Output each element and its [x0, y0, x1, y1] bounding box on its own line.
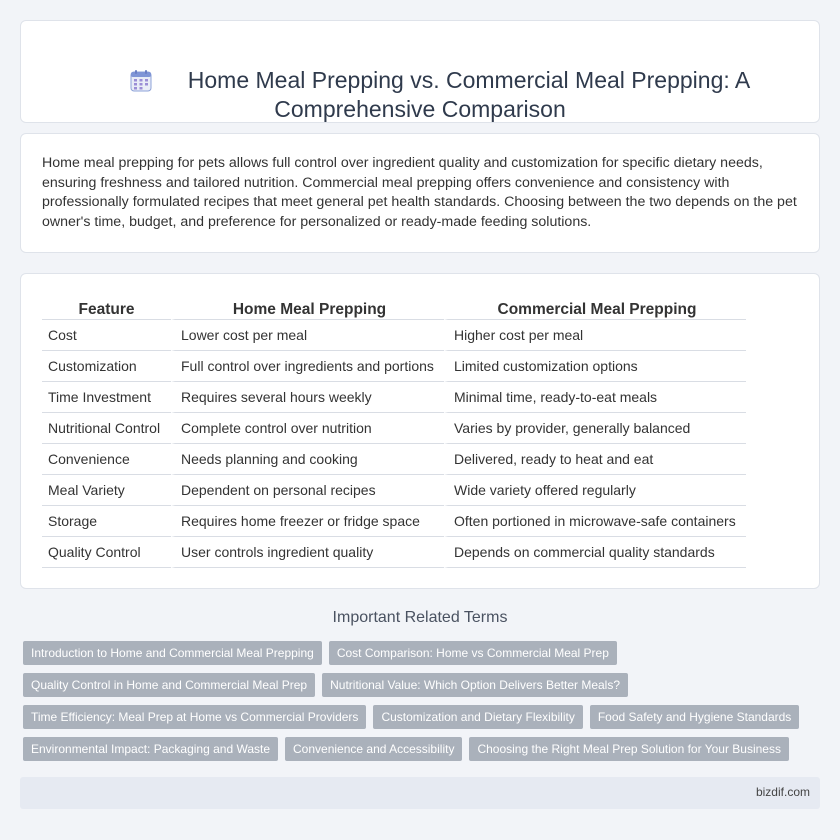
cell-home: Lower cost per meal — [171, 320, 444, 351]
cell-commercial: Wide variety offered regularly — [444, 475, 746, 506]
comparison-table — [42, 296, 746, 568]
related-term-tag[interactable]: Food Safety and Hygiene Standards — [590, 705, 799, 729]
cell-home: User controls ingredient quality — [171, 537, 444, 568]
cell-home: Requires home freezer or fridge space — [171, 506, 444, 537]
cell-home: Dependent on personal recipes — [171, 475, 444, 506]
tag-row — [23, 705, 803, 729]
calendar-icon — [129, 69, 153, 93]
related-terms-tags — [23, 641, 803, 769]
intro-paragraph: Home meal prepping for pets allows full control over ingredient quality and customization for specific dietary needs, ensuring freshness and tailored nutrition. Commercial meal prepping offers convenience and consistency with professionally formulated recipes that meet general pet health standards. Choosing between the two depends on the pet owner's time, budget, and preference for personalized or ready-made feeding solutions. — [42, 155, 797, 230]
cell-feature: Customization — [42, 351, 171, 382]
related-term-tag[interactable]: Customization and Dietary Flexibility — [373, 705, 582, 729]
page-title-line2: Comprehensive Comparison — [274, 96, 566, 122]
table-row — [42, 382, 746, 413]
footer-bar — [20, 777, 820, 809]
table-row — [42, 320, 746, 351]
cell-home: Needs planning and cooking — [171, 444, 444, 475]
page-title-line1: Home Meal Prepping vs. Commercial Meal Prepping: A — [187, 67, 751, 93]
related-term-tag[interactable]: Choosing the Right Meal Prep Solution for Your Business — [469, 737, 789, 761]
related-term-tag[interactable]: Quality Control in Home and Commercial Meal Prep — [23, 673, 315, 697]
tag-row — [23, 673, 803, 697]
cell-feature: Nutritional Control — [42, 413, 171, 444]
table-row — [42, 351, 746, 382]
cell-commercial: Delivered, ready to heat and eat — [444, 444, 746, 475]
cell-commercial: Varies by provider, generally balanced — [444, 413, 746, 444]
table-row — [42, 537, 746, 568]
table-header-row — [42, 296, 746, 320]
table-row — [42, 413, 746, 444]
cell-feature: Convenience — [42, 444, 171, 475]
related-term-tag[interactable]: Cost Comparison: Home vs Commercial Meal Prep — [329, 641, 617, 665]
related-term-tag[interactable]: Convenience and Accessibility — [285, 737, 462, 761]
cell-feature: Cost — [42, 320, 171, 351]
cell-feature: Meal Variety — [42, 475, 171, 506]
table-row — [42, 506, 746, 537]
table-row — [42, 475, 746, 506]
related-term-tag[interactable]: Introduction to Home and Commercial Meal Prepping — [23, 641, 322, 665]
cell-commercial: Higher cost per meal — [444, 320, 746, 351]
cell-commercial: Minimal time, ready-to-eat meals — [444, 382, 746, 413]
cell-feature: Storage — [42, 506, 171, 537]
header-feature: Feature — [42, 296, 171, 320]
header-commercial: Commercial Meal Prepping — [444, 296, 746, 320]
cell-home: Requires several hours weekly — [171, 382, 444, 413]
related-terms-heading: Important Related Terms — [332, 609, 508, 626]
tag-row — [23, 737, 803, 761]
related-term-tag[interactable]: Time Efficiency: Meal Prep at Home vs Commercial Providers — [23, 705, 366, 729]
header-card — [20, 20, 820, 123]
cell-commercial: Depends on commercial quality standards — [444, 537, 746, 568]
related-term-tag[interactable]: Nutritional Value: Which Option Delivers Better Meals? — [322, 673, 628, 697]
cell-commercial: Limited customization options — [444, 351, 746, 382]
cell-home: Full control over ingredients and portions — [171, 351, 444, 382]
cell-feature: Quality Control — [42, 537, 171, 568]
intro-card — [20, 133, 820, 253]
footer-site-link[interactable]: bizdif.com — [755, 785, 810, 799]
cell-feature: Time Investment — [42, 382, 171, 413]
header-home: Home Meal Prepping — [171, 296, 444, 320]
cell-home: Complete control over nutrition — [171, 413, 444, 444]
related-term-tag[interactable]: Environmental Impact: Packaging and Waste — [23, 737, 278, 761]
table-row — [42, 444, 746, 475]
tag-row — [23, 641, 803, 665]
cell-commercial: Often portioned in microwave-safe containers — [444, 506, 746, 537]
comparison-card — [20, 273, 820, 589]
